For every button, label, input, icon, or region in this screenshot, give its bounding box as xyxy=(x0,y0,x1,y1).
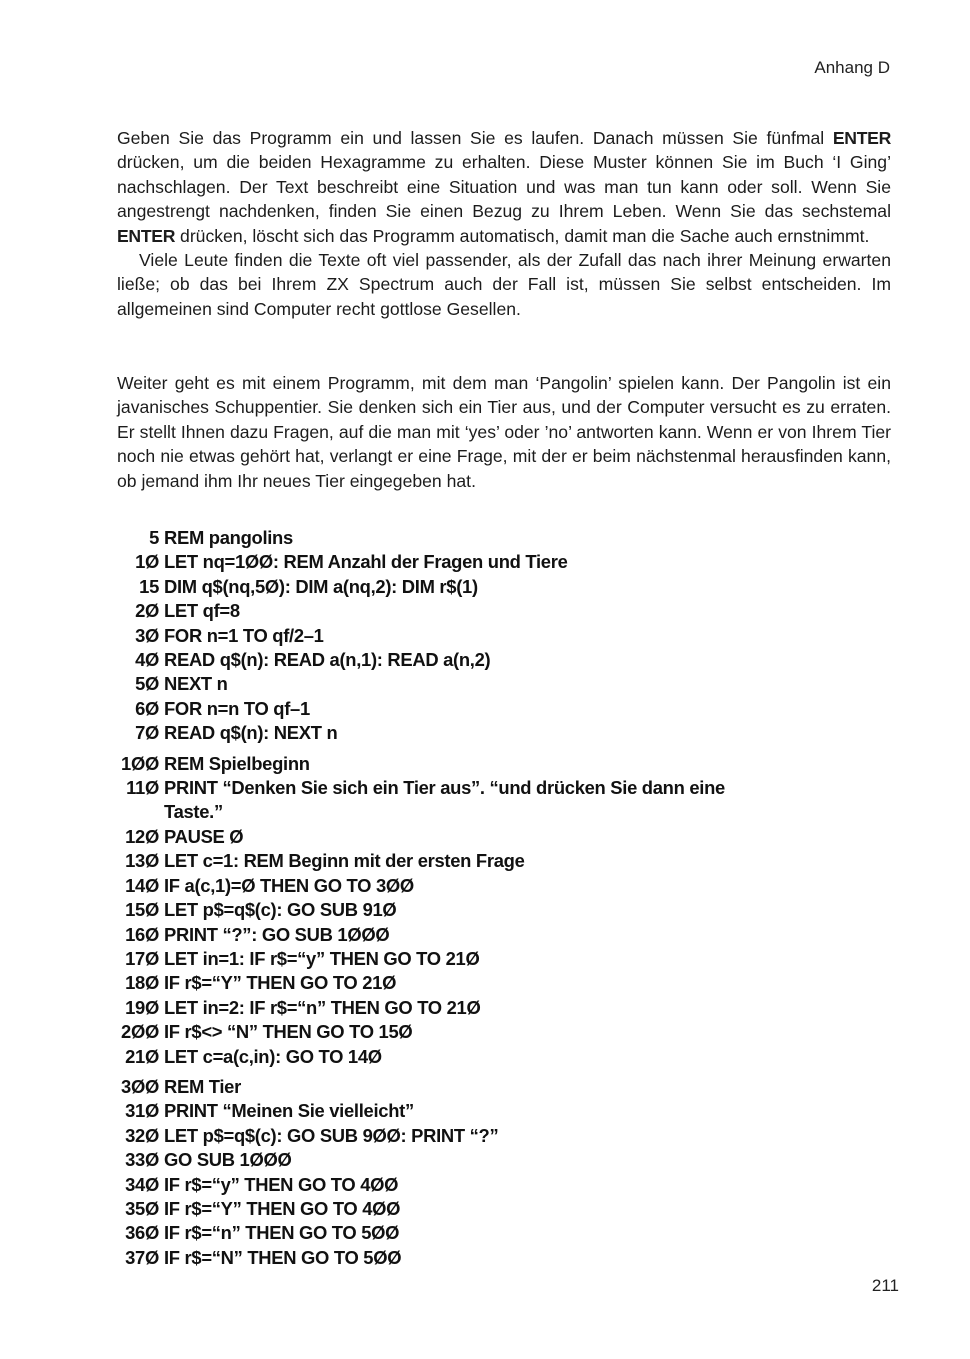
line-number: 15Ø xyxy=(125,899,159,921)
code-text: READ q$(n): READ a(n,1): READ a(n,2) xyxy=(164,649,491,671)
code-line xyxy=(118,923,878,947)
code-line xyxy=(118,1173,878,1197)
code-line xyxy=(118,575,878,599)
code-line xyxy=(118,550,878,574)
text-run: drücken, löscht sich das Programm automatisch, damit man die Sache auch ernstnimmt. xyxy=(175,225,870,246)
code-continuation: Taste.” xyxy=(164,801,223,823)
code-line xyxy=(118,648,878,672)
running-header: Anhang D xyxy=(814,58,890,77)
line-number: 1ØØ xyxy=(121,752,159,774)
code-text: LET qf=8 xyxy=(164,600,240,622)
code-line xyxy=(118,672,878,696)
code-text: REM Tier xyxy=(164,1075,241,1097)
code-line xyxy=(118,1075,878,1099)
line-number: 21Ø xyxy=(125,1045,159,1067)
code-text: FOR n=n TO qf–1 xyxy=(164,697,310,719)
line-number: 14Ø xyxy=(125,874,159,896)
line-number: 31Ø xyxy=(125,1100,159,1122)
code-line xyxy=(118,898,878,922)
line-number: 4Ø xyxy=(135,649,159,671)
code-line xyxy=(118,1197,878,1221)
line-number: 1Ø xyxy=(135,551,159,573)
code-line xyxy=(118,971,878,995)
code-text: GO SUB 1ØØØ xyxy=(164,1149,292,1171)
intro-paragraph xyxy=(117,126,891,321)
code-line xyxy=(118,526,878,550)
line-number: 34Ø xyxy=(125,1173,159,1195)
code-line xyxy=(118,1246,878,1270)
code-text: LET in=2: IF r$=“n” THEN GO TO 21Ø xyxy=(164,996,481,1018)
code-text: REM pangolins xyxy=(164,527,293,548)
line-number: 36Ø xyxy=(125,1222,159,1244)
code-text: PRINT “Denken Sie sich ein Tier aus”. “und drücken Sie dann eine xyxy=(164,777,725,799)
code-text: LET p$=q$(c): GO SUB 9ØØ: PRINT “?” xyxy=(164,1124,499,1146)
line-number: 5Ø xyxy=(135,673,159,695)
paragraph-second: Viele Leute finden die Texte oft viel passender, als der Zufall das nach ihrer Meinung erwarten ließe; ob das bei Ihrem ZX Spectrum auch der Fall ist, müssen Sie selbst entscheiden. Im allgemeinen sind Computer recht gottlose Gesellen. xyxy=(117,250,891,319)
line-number: 37Ø xyxy=(125,1246,159,1268)
line-number: 35Ø xyxy=(125,1197,159,1219)
code-line xyxy=(118,849,878,873)
line-number: 18Ø xyxy=(125,972,159,994)
code-text: LET p$=q$(c): GO SUB 91Ø xyxy=(164,899,397,921)
line-number: 15 xyxy=(139,575,159,597)
line-number: 3Ø xyxy=(135,624,159,646)
line-number: 11Ø xyxy=(126,777,159,799)
code-text: IF r$=“n” THEN GO TO 5ØØ xyxy=(164,1222,400,1244)
code-line xyxy=(118,1020,878,1044)
code-line xyxy=(118,752,878,776)
code-line xyxy=(118,947,878,971)
code-text: IF r$=“Y” THEN GO TO 4ØØ xyxy=(164,1197,401,1219)
code-line xyxy=(118,1124,878,1148)
code-text: LET c=a(c,in): GO TO 14Ø xyxy=(164,1045,382,1067)
line-number: 3ØØ xyxy=(121,1075,159,1097)
code-line xyxy=(118,697,878,721)
code-line xyxy=(118,825,878,849)
code-text: IF r$=“N” THEN GO TO 5ØØ xyxy=(164,1246,402,1268)
line-number: 33Ø xyxy=(125,1149,159,1171)
code-text: REM Spielbeginn xyxy=(164,752,310,774)
code-text: NEXT n xyxy=(164,673,228,695)
code-line xyxy=(118,599,878,623)
line-number: 13Ø xyxy=(125,850,159,872)
code-line xyxy=(118,624,878,648)
code-text: READ q$(n): NEXT n xyxy=(164,722,338,744)
code-text: PAUSE Ø xyxy=(164,825,244,847)
code-text: LET nq=1ØØ: REM Anzahl der Fragen und Tiere xyxy=(164,551,568,573)
code-line xyxy=(118,1045,878,1069)
line-number: 12Ø xyxy=(125,825,159,847)
code-line xyxy=(118,1099,878,1123)
line-number: 2ØØ xyxy=(121,1021,159,1043)
code-text: DIM q$(nq,5Ø): DIM a(nq,2): DIM r$(1) xyxy=(164,575,478,597)
code-text: PRINT “?”: GO SUB 1ØØØ xyxy=(164,923,390,945)
paragraph-third: Weiter geht es mit einem Programm, mit dem man ‘Pangolin’ spielen kann. Der Pangolin ist ein javanisches Schuppentier. Sie denken sich ein Tier aus, und der Computer versucht es zu erraten. Er stellt Ihnen dazu Fragen, auf die man mit ‘yes’ oder ’no’ antworten kann. Wenn er von Ihrem Tier noch nie etwas gehört hat, verlangt er eine Frage, mit der er beim nächstenmal herausfinden kann, ob jemand ihm Ihr neues Tier eingegeben hat. xyxy=(117,373,891,491)
code-text: LET in=1: IF r$=“y” THEN GO TO 21Ø xyxy=(164,947,480,969)
code-line xyxy=(118,1221,878,1245)
text-run: Geben Sie das Programm ein und lassen Sie es laufen. Danach müssen Sie fünfmal xyxy=(117,128,833,148)
code-text: PRINT “Meinen Sie vielleicht” xyxy=(164,1100,414,1122)
line-number: 16Ø xyxy=(125,923,159,945)
code-line xyxy=(118,1148,878,1172)
line-number: 17Ø xyxy=(125,947,159,969)
line-number: 32Ø xyxy=(125,1124,159,1146)
code-text: IF a(c,1)=Ø THEN GO TO 3ØØ xyxy=(164,874,414,896)
pangolin-paragraph xyxy=(117,371,891,493)
code-line xyxy=(118,874,878,898)
paragraph-first xyxy=(117,126,891,248)
enter-key-label: ENTER xyxy=(832,128,891,148)
code-text: LET c=1: REM Beginn mit der ersten Frage xyxy=(164,850,525,872)
code-line xyxy=(118,996,878,1020)
code-text: FOR n=1 TO qf/2–1 xyxy=(164,624,324,646)
basic-listing xyxy=(118,526,878,1270)
code-line xyxy=(118,721,878,745)
code-line xyxy=(118,776,878,800)
text-run: drücken, um die beiden Hexagramme zu erhalten. Diese Muster können Sie im Buch ‘I Ging’ nachschlagen. Der Text beschreibt eine Situation und was man tun kann oder soll. Wenn Sie angestrengt nachdenken, finden Sie einen Bezug zu Ihrem Leben. Wenn Sie das sechstemal xyxy=(117,152,891,222)
line-number: 6Ø xyxy=(135,697,159,719)
line-number: 19Ø xyxy=(125,996,159,1018)
page-number: 211 xyxy=(871,1276,899,1295)
code-text: IF r$=“Y” THEN GO TO 21Ø xyxy=(164,972,397,994)
code-text: IF r$<> “N” THEN GO TO 15Ø xyxy=(164,1021,413,1043)
line-number: 2Ø xyxy=(135,600,159,622)
line-number: 5 xyxy=(149,527,159,548)
enter-key-label: ENTER xyxy=(117,225,176,246)
line-number: 7Ø xyxy=(135,722,159,744)
code-text: IF r$=“y” THEN GO TO 4ØØ xyxy=(164,1173,399,1195)
